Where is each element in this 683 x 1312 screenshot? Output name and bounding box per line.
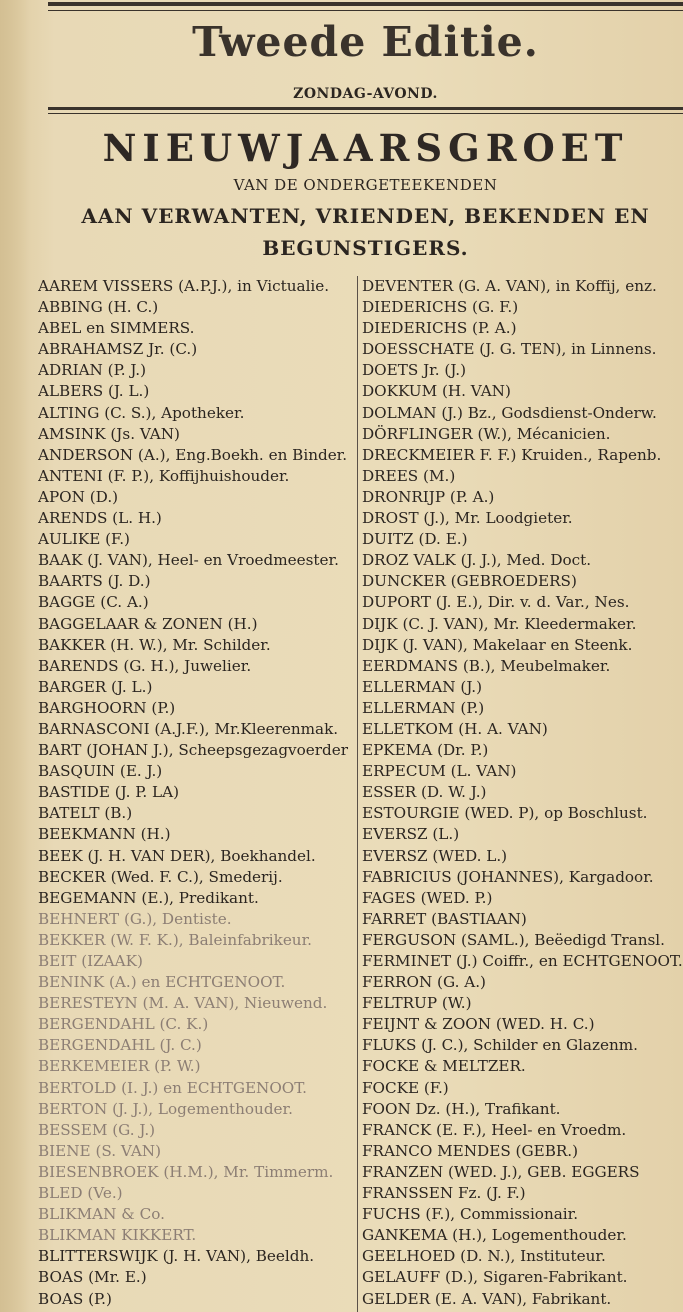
list-entry: DRONRIJP (P. A.) — [362, 487, 495, 506]
list-entry: FRANCK (E. F.), Heel- en Vroedm. — [362, 1120, 627, 1139]
list-entry: BAKKER (H. W.), Mr. Schilder. — [38, 635, 271, 654]
list-entry: BLITTERSWIJK (J. H. VAN), Beeldh. — [38, 1247, 315, 1266]
right-column — [362, 276, 683, 1310]
list-entry: BESSEM (G. J.) — [38, 1120, 156, 1139]
list-entry: EVERSZ (L.) — [362, 825, 460, 844]
section-rule — [48, 107, 683, 110]
list-entry: AMSINK (Js. VAN) — [38, 424, 180, 443]
list-entry: ALBERS (J. L.) — [38, 382, 150, 401]
list-entry: ELLERMAN (J.) — [362, 677, 483, 696]
section-rule-thin — [48, 113, 683, 114]
subtitle-bold — [48, 200, 683, 264]
list-entry: DIEDERICHS (G. F.) — [362, 298, 519, 317]
list-entry: EPKEMA (Dr. P.) — [362, 741, 489, 760]
list-entry: BLIKMAN & Co. — [38, 1205, 165, 1224]
list-entry: BEEK (J. H. VAN DER), Boekhandel. — [38, 846, 316, 865]
list-entry: ABEL en SIMMERS. — [38, 319, 195, 338]
list-entry: DOKKUM (H. VAN) — [362, 382, 511, 401]
list-entry: FOCKE (F.) — [362, 1078, 449, 1097]
list-entry: BLED (Ve.) — [38, 1184, 123, 1203]
edition-title: Tweede Editie. — [192, 18, 539, 66]
list-entry: FERGUSON (SAML.), Beëedigd Transl. — [362, 930, 665, 949]
top-rule-thin — [48, 10, 683, 11]
list-entry: FERRON (G. A.) — [362, 973, 486, 992]
list-entry: BERGENDAHL (J. C.) — [38, 1036, 202, 1055]
list-entry: DRECKMEIER F. F.) Kruiden., Rapenb. — [362, 445, 662, 464]
list-entry: ABRAHAMSZ Jr. (C.) — [38, 340, 198, 359]
list-entry: DOLMAN (J.) Bz., Godsdienst-Onderw. — [362, 403, 657, 422]
list-entry: ABBING (H. C.) — [38, 298, 159, 317]
list-entry: FARRET (BASTIAAN) — [362, 909, 527, 928]
list-entry: BOAS (P.) — [38, 1289, 112, 1308]
list-entry: FEIJNT & ZOON (WED. H. C.) — [362, 1015, 595, 1034]
list-entry: ARENDS (L. H.) — [38, 509, 162, 528]
list-entry: ADRIAN (P. J.) — [38, 361, 147, 380]
list-entry: BERGENDAHL (C. K.) — [38, 1015, 209, 1034]
list-entry: DREES (M.) — [362, 466, 456, 485]
list-entry: BEGEMANN (E.), Predikant. — [38, 888, 259, 907]
edition-day: ZONDAG-AVOND. — [293, 86, 438, 102]
list-entry: BARNASCONI (A.J.F.), Mr.Kleerenmak. — [38, 719, 339, 738]
list-entry: ANTENI (F. P.), Koffijhuishouder. — [38, 466, 290, 485]
list-entry: ANDERSON (A.), Eng.Boekh. en Binder. — [38, 445, 348, 464]
list-entry: FOON Dz. (H.), Trafikant. — [362, 1099, 561, 1118]
list-entry: BART (JOHAN J.), Scheepsgezagvoerder — [38, 741, 348, 760]
list-entry: BEKKER (W. F. K.), Baleinfabrikeur. — [38, 930, 313, 949]
list-entry: AULIKE (F.) — [38, 530, 130, 549]
list-entry: BEHNERT (G.), Dentiste. — [38, 909, 232, 928]
page-shadow — [0, 0, 30, 1312]
list-entry: APON (D.) — [38, 487, 119, 506]
list-entry: DOESSCHATE (J. G. TEN), in Linnens. — [362, 340, 657, 359]
list-entry: FELTRUP (W.) — [362, 994, 472, 1013]
list-entry: ALTING (C. S.), Apotheker. — [38, 403, 245, 422]
list-entry: DEVENTER (G. A. VAN), in Koffij, enz. — [362, 277, 657, 295]
top-rule — [48, 2, 683, 6]
list-entry: EVERSZ (WED. L.) — [362, 846, 508, 865]
list-entry: BARGHOORN (P.) — [38, 698, 176, 717]
subtitle: VAN DE ONDERGETEEKENDEN — [233, 176, 498, 194]
list-entry: FLUKS (J. C.), Schilder en Glazenm. — [362, 1036, 638, 1055]
list-entry: FOCKE & MELTZER. — [362, 1057, 526, 1076]
list-entry: BENINK (A.) en ECHTGENOOT. — [38, 973, 286, 992]
list-entry: BERESTEYN (M. A. VAN), Nieuwend. — [38, 994, 328, 1013]
list-entry: BECKER (Wed. F. C.), Smederij. — [38, 867, 283, 886]
list-entry: BAAK (J. VAN), Heel- en Vroedmeester. — [38, 551, 339, 570]
list-entry: ESTOURGIE (WED. P), op Boschlust. — [362, 804, 648, 823]
list-entry: FRANZEN (WED. J.), GEB. EGGERS — [362, 1162, 640, 1181]
list-entry: GEELHOED (D. N.), Instituteur. — [362, 1247, 606, 1266]
list-entry: BEEKMANN (H.) — [38, 825, 171, 844]
list-entry: DROST (J.), Mr. Loodgieter. — [362, 509, 573, 528]
list-entry: DÖRFLINGER (W.), Mécanicien. — [362, 424, 611, 443]
list-entry: EERDMANS (B.), Meubelmaker. — [362, 656, 611, 675]
list-entry: BASQUIN (E. J.) — [38, 762, 163, 781]
list-entry: BEIT (IZAAK) — [38, 952, 143, 970]
list-entry: DROZ VALK (J. J.), Med. Doct. — [362, 551, 592, 570]
list-entry: FRANCO MENDES (GEBR.) — [362, 1141, 579, 1160]
list-entry: GELAUFF (D.), Sigaren-Fabrikant. — [362, 1268, 628, 1287]
list-entry: BERTON (J. J.), Logementhouder. — [38, 1099, 293, 1118]
list-entry: DUITZ (D. E.) — [362, 530, 468, 549]
list-entry: FERMINET (J.) Coiffr., en ECHTGENOOT. — [362, 952, 683, 970]
list-entry: BARGER (J. L.) — [38, 677, 153, 696]
list-entry: FABRICIUS (JOHANNES), Kargadoor. — [362, 867, 654, 886]
list-entry: DIJK (J. VAN), Makelaar en Steenk. — [362, 635, 633, 654]
list-entry: BAGGE (C. A.) — [38, 593, 149, 612]
list-entry: DUNCKER (GEBROEDERS) — [362, 572, 577, 591]
list-entry: ERPECUM (L. VAN) — [362, 762, 517, 781]
list-entry: BAGGELAAR & ZONEN (H.) — [38, 614, 258, 633]
list-entry: BERTOLD (I. J.) en ECHTGENOOT. — [38, 1078, 307, 1097]
list-entry: DIJK (C. J. VAN), Mr. Kleedermaker. — [362, 614, 637, 633]
list-entry: DOETS Jr. (J.) — [362, 361, 466, 380]
list-entry: GELDER (E. A. VAN), Fabrikant. — [362, 1289, 612, 1308]
list-entry: DIEDERICHS (P. A.) — [362, 319, 517, 338]
list-entry: FRANSSEN Fz. (J. F.) — [362, 1184, 526, 1203]
list-entry: BASTIDE (J. P. LA) — [38, 783, 180, 802]
subtitle-bold-line-2: BEGUNSTIGERS. — [262, 236, 469, 260]
list-entry: ELLETKOM (H. A. VAN) — [362, 719, 548, 738]
subtitle-bold-line-1: AAN VERWANTEN, VRIENDEN, BEKENDEN EN — [81, 204, 650, 228]
list-entry: BIESENBROEK (H.M.), Mr. Timmerm. — [38, 1162, 334, 1181]
list-entry: AAREM VISSERS (A.P.J.), in Victualie. — [38, 277, 330, 295]
list-entry: ELLERMAN (P.) — [362, 698, 485, 717]
list-entry: BOAS (Mr. E.) — [38, 1268, 147, 1287]
headline: NIEUWJAARSGROET — [102, 126, 629, 170]
list-entry: BLIKMAN KIKKERT. — [38, 1226, 197, 1245]
list-entry: DUPORT (J. E.), Dir. v. d. Var., Nes. — [362, 593, 630, 612]
left-column — [38, 276, 356, 1310]
list-entry: BAARTS (J. D.) — [38, 572, 151, 591]
list-entry: ESSER (D. W. J.) — [362, 783, 487, 802]
list-entry: BATELT (B.) — [38, 804, 133, 823]
list-entry: FAGES (WED. P.) — [362, 888, 493, 907]
list-entry: BARENDS (G. H.), Juwelier. — [38, 656, 252, 675]
list-entry: BIENE (S. VAN) — [38, 1141, 162, 1160]
list-entry: BERKEMEIER (P. W.) — [38, 1057, 201, 1076]
list-entry: FUCHS (F.), Commissionair. — [362, 1205, 579, 1224]
column-divider — [357, 276, 358, 1312]
list-entry: GANKEMA (H.), Logementhouder. — [362, 1226, 627, 1245]
